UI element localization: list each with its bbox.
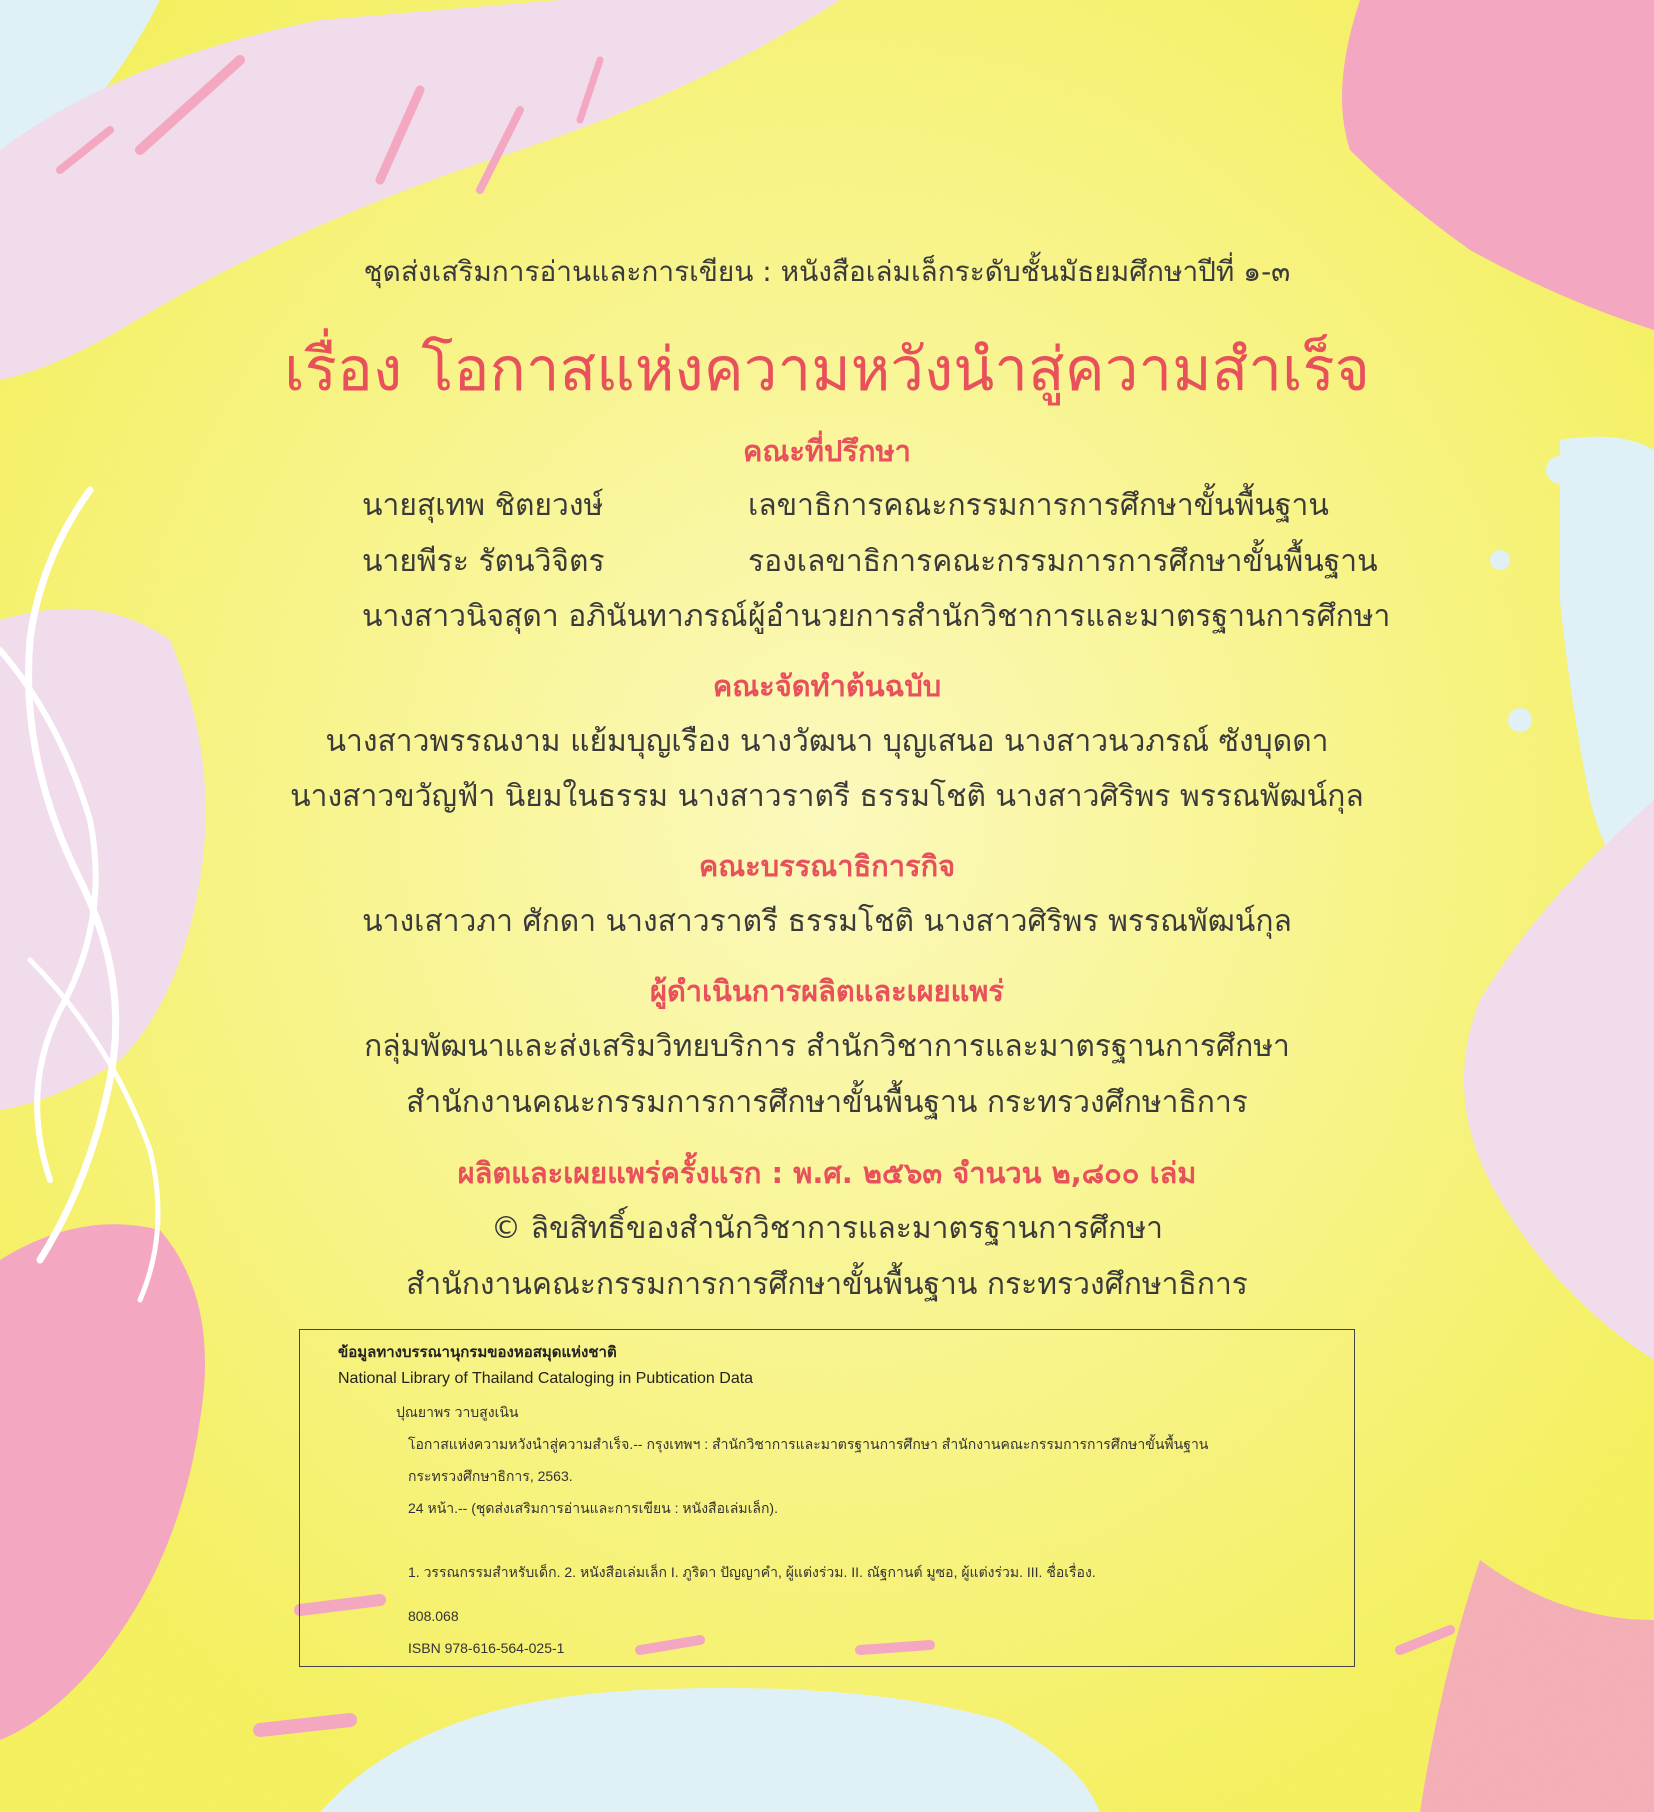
catalog-isbn: ISBN 978-616-564-025-1 — [408, 1640, 565, 1656]
catalog-entry-line: กระทรวงศึกษาธิการ, 2563. — [408, 1468, 573, 1484]
advisor-name: นายพีระ รัตนวิจิตร — [362, 544, 605, 579]
catalog-entry-line: 24 หน้า.-- (ชุดส่งเสริมการอ่านและการเขียน : หนังสือเล่มเล็ก). — [408, 1500, 778, 1516]
producer-line: กลุ่มพัฒนาและส่งเสริมวิทยบริการ สำนักวิชาการและมาตรฐานการศึกษา — [364, 1029, 1290, 1064]
authors-line: นางสาวขวัญฟ้า นิยมในธรรม นางสาวราตรี ธรรมโชติ นางสาวศิริพร พรรณพัฒน์กุล — [290, 779, 1364, 814]
producer-line: สำนักงานคณะกรรมการการศึกษาขั้นพื้นฐาน กระทรวงศึกษาธิการ — [406, 1085, 1248, 1120]
copyright-line: สำนักงานคณะกรรมการการศึกษาขั้นพื้นฐาน กระทรวงศึกษาธิการ — [406, 1267, 1248, 1302]
editors-heading: คณะบรรณาธิการกิจ — [698, 849, 956, 883]
advisor-name: นายสุเทพ ชิตยวงษ์ — [362, 488, 604, 523]
series-line: ชุดส่งเสริมการอ่านและการเขียน : หนังสือเล่มเล็กระดับชั้นมัธยมศึกษาปีที่ ๑-๓ — [363, 255, 1291, 288]
cataloging-box — [299, 1329, 1355, 1667]
catalog-heading-en: National Library of Thailand Cataloging in Pubtication Data — [338, 1370, 754, 1387]
editors-line: นางเสาวภา ศักดา นางสาวราตรี ธรรมโชติ นางสาวศิริพร พรรณพัฒน์กุล — [362, 904, 1292, 939]
authors-line: นางสาวพรรณงาม แย้มบุญเรือง นางวัฒนา บุญเสนอ นางสาวนวภรณ์ ซังบุดดา — [325, 724, 1329, 759]
advisor-position: รองเลขาธิการคณะกรรมการการศึกษาขั้นพื้นฐาน — [748, 544, 1378, 579]
publication-line: ผลิตและเผยแพร่ครั้งแรก : พ.ศ. ๒๕๖๓ จำนวน ๒,๘๐๐ เล่ม — [457, 1156, 1197, 1190]
copyright-line: © ลิขสิทธิ์ของสำนักวิชาการและมาตรฐานการศึกษา — [491, 1211, 1163, 1246]
catalog-subjects: 1. วรรณกรรมสำหรับเด็ก. 2. หนังสือเล่มเล็ก I. ภูริดา ปัญญาคำ, ผู้แต่งร่วม. II. ณัฐกานต์ มูซอ, ผู้แต่งร่วม. III. ชื่อเรื่อง. — [408, 1564, 1096, 1580]
catalog-author: ปุณยาพร วาบสูงเนิน — [396, 1404, 519, 1420]
catalog-heading-th: ข้อมูลทางบรรณานุกรมของหอสมุดแห่งชาติ — [338, 1344, 617, 1361]
advisor-position: ผู้อำนวยการสำนักวิชาการและมาตรฐานการศึกษา — [748, 599, 1391, 634]
catalog-entry-line: โอกาสแห่งความหวังนำสู่ความสำเร็จ.-- กรุงเทพฯ : สำนักวิชาการและมาตรฐานการศึกษา สำนักงานคณะกรรมการการศึกษาขั้นพื้นฐาน — [408, 1436, 1209, 1452]
advisors-heading: คณะที่ปรึกษา — [743, 434, 911, 468]
producer-heading: ผู้ดำเนินการผลิตและเผยแพร่ — [649, 974, 1004, 1008]
advisor-position: เลขาธิการคณะกรรมการการศึกษาขั้นพื้นฐาน — [748, 488, 1329, 523]
authors-heading: คณะจัดทำต้นฉบับ — [712, 669, 942, 703]
advisor-name: นางสาวนิจสุดา อภินันทาภรณ์ — [362, 599, 748, 634]
book-title: เรื่อง โอกาสแห่งความหวังนำสู่ความสำเร็จ — [284, 335, 1370, 405]
catalog-classification: 808.068 — [408, 1608, 459, 1624]
